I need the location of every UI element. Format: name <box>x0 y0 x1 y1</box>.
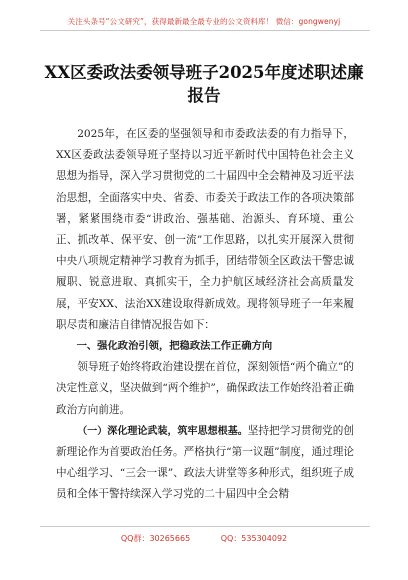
footer-divider <box>40 526 370 527</box>
document-title: XX区委政法委领导班子2025年度述职述廉报告 <box>44 63 364 105</box>
footer <box>0 533 408 544</box>
header-divider <box>40 30 370 31</box>
header-banner: 关注头条号“公文研究”，获得最新最全最专业的公文资料库！ 微信：gongwenyj <box>67 17 341 26</box>
section-heading: 一、强化政治引领，把稳政法工作正确方向 <box>76 340 273 353</box>
footer-qq-group: QQ群：30265665 <box>120 534 191 543</box>
document-body <box>56 124 354 506</box>
subsection-lead: （一）深化理论武装，筑牢思想根基。 <box>77 425 248 437</box>
subsection-paragraph <box>56 421 354 506</box>
footer-qq: QQ：535304092 <box>220 534 288 543</box>
section-paragraph: 领导班子始终将政治建设摆在首位，深刻领悟“两个确立”的决定性意义，坚决做到“两个维护”，确保政法工作始终沿着正确政治方向前进。 <box>56 361 354 416</box>
intro-paragraph: 2025年，在区委的坚强领导和市委政法委的有力指导下，XX区委政法委领导班子坚持以习近平新时代中国特色社会主义思想为指导，深入学习贯彻党的二十届四中全会精神及习近平法治思想，全面落实中央、省委、市委关于政法工作的各项决策部署，紧紧围绕市委“讲政治、强基础、治源头、育环境、重公正、抓改革、保平安、创一流”工作思路，以扎实开展深入贯彻中央八项规定精神学习教育为抓手，团结带领全区政法干警忠诚履职、锐意进取、真抓实干，全力护航区域经济社会高质量发展，平安XX、法治XX建设取得新成效。现将领导班子一年来履职尽责和廉洁自律情况报告如下： <box>56 128 354 331</box>
subsection-text: 坚持把学习贯彻党的创新理论作为首要政治任务。严格执行“第一议题”制度，通过理论中心组学习、“三会一课”、政法大讲堂等多种形式，组织班子成员和全体干警持续深入学习党的二十届四中全会精 <box>56 424 355 501</box>
